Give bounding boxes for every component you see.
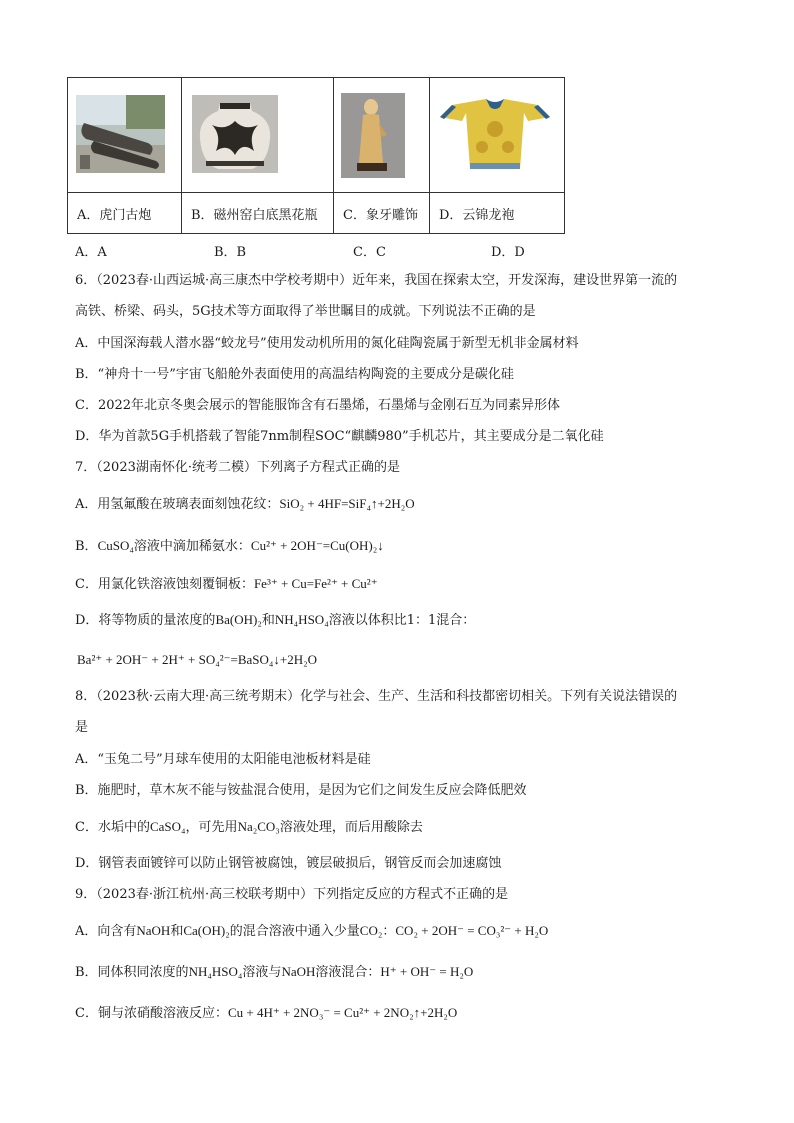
q8-c-text2: ，可先用 — [185, 820, 238, 835]
q9-b-equation: H⁺ + OH⁻ = H₂O — [380, 964, 474, 979]
q9-b-reagent2: NaOH — [281, 964, 316, 979]
caption-c: C．象牙雕饰 — [334, 193, 430, 234]
q9-option-c — [75, 1004, 457, 1023]
q8-c-reagent1: CaSO₄ — [149, 819, 186, 834]
robe-cell — [430, 78, 565, 193]
q7-a-equation: SiO₂ + 4HF=SiF₄↑+2H₂O — [279, 496, 415, 511]
q9-b-text2: 溶液与 — [242, 965, 282, 980]
q8-stem-line1: 8．（2023秋·云南大理·高三统考期末）化学与社会、生产、生活和科技都密切相关。下列有关说法错误的 — [75, 689, 678, 704]
q7-option-a — [75, 495, 415, 514]
q8-stem-line2: 是 — [75, 720, 89, 735]
caption-a: A．虎门古炮 — [68, 193, 182, 234]
q7-d-equation: Ba²⁺ + 2OH⁻ + 2H⁺ + SO₄²⁻=BaSO₄↓+2H₂O — [77, 652, 318, 667]
cannon-photo — [76, 95, 165, 173]
q5-option-b: B．B — [214, 245, 247, 260]
q7-b-reagent: CuSO₄ — [97, 538, 134, 553]
caption-d: D．云锦龙袍 — [430, 193, 565, 234]
q7-b-text: 溶液中滴加稀氨水： — [133, 539, 251, 554]
q9-b-reagent1: NH₄HSO₄ — [188, 964, 243, 979]
q7-b-equation: Cu²⁺ + 2OH⁻=Cu(OH)₂↓ — [250, 538, 384, 553]
q9-b-text3: 溶液混合： — [315, 965, 381, 980]
caption-b: B．磁州窑白底黑花瓶 — [182, 193, 334, 234]
q9-c-equation: Cu + 4H⁺ + 2NO₃⁻ = Cu²⁺ + 2NO₂↑+2H₂O — [227, 1005, 458, 1020]
q8-option-d: D．钢管表面镀锌可以防止钢管被腐蚀，镀层破损后，钢管反而会加速腐蚀 — [75, 856, 502, 871]
porcelain-jar-photo — [192, 95, 278, 173]
ivory-cell — [334, 78, 430, 193]
q7-c-text: C．用氯化铁溶液蚀刻覆铜板： — [75, 577, 254, 592]
q5-option-d: D．D — [491, 245, 525, 260]
q5-option-a: A．A — [75, 245, 107, 260]
dragon-robe-photo — [438, 95, 553, 173]
q9-a-reagent1: NaOH — [136, 923, 171, 938]
q9-b-text1: B．同体积同浓度的 — [75, 965, 189, 980]
q7-d-text2: 和 — [261, 613, 275, 628]
q7-stem: 7．（2023湖南怀化·统考二模）下列离子方程式正确的是 — [75, 460, 400, 475]
q7-d-text1: D．将等物质的量浓度的 — [75, 613, 216, 628]
q9-a-text2: 和 — [170, 924, 184, 939]
q6-option-c: C．2022年北京冬奥会展示的智能服饰含有石墨烯，石墨烯与金刚石互为同素异形体 — [75, 398, 561, 413]
q5-option-c: C．C — [353, 245, 386, 260]
q8-option-b: B．施肥时，草木灰不能与铵盐混合使用，是因为它们之间发生反应会降低肥效 — [75, 783, 527, 798]
q8-c-text1: C．水垢中的 — [75, 820, 150, 835]
porcelain-cell — [182, 78, 334, 193]
q6-option-b: B．“神舟十一号”宇宙飞船舱外表面使用的高温结构陶瓷的主要成分是碳化硅 — [75, 367, 514, 382]
q8-c-text3: 溶液处理，而后用酸除去 — [279, 820, 423, 835]
q6-option-a: A．中国深海载人潜水器“蛟龙号”使用发动机所用的氮化硅陶瓷属于新型无机非金属材料 — [75, 336, 579, 351]
q7-option-d — [75, 611, 475, 630]
q9-c-text1: C．铜与浓硝酸溶液反应： — [75, 1006, 228, 1021]
q6-stem-line1: 6．（2023春·山西运城·高三康杰中学校考期中）近年来，我国在探索太空，开发深海，建设世界第一流的 — [75, 273, 678, 288]
q7-a-text: A．用氢氟酸在玻璃表面刻蚀花纹： — [75, 497, 280, 512]
q8-option-a: A．“玉兔二号”月球车使用的太阳能电池板材料是硅 — [75, 752, 371, 767]
q8-c-reagent2: Na₂CO₃ — [237, 819, 280, 834]
q9-a-equation: CO₂ + 2OH⁻ = CO₃²⁻ + H₂O — [395, 923, 549, 938]
q7-d-text3: 溶液以体积比1：1混合： — [328, 613, 476, 628]
q9-a-text1: A．向含有 — [75, 924, 137, 939]
q8-option-c — [75, 818, 423, 837]
q7-b-label: B． — [75, 539, 98, 554]
q7-d-reagent1: Ba(OH)₂ — [215, 612, 262, 627]
q9-a-text3: 的混合溶液中通入少量 — [229, 924, 360, 939]
q9-stem: 9．（2023春·浙江杭州·高三校联考期中）下列指定反应的方程式不正确的是 — [75, 887, 509, 902]
q9-option-a — [75, 922, 548, 941]
q9-a-text4: ： — [382, 924, 396, 939]
q9-a-reagent2: Ca(OH)₂ — [183, 923, 230, 938]
q6-stem-line2: 高铁、桥梁、码头，5G技术等方面取得了举世瞩目的成就。下列说法不正确的是 — [75, 304, 536, 319]
q6-option-d: D．华为首款5G手机搭载了智能7nm制程SOC“麒麟980”手机芯片，其主要成分是二氧化硅 — [75, 429, 604, 444]
q7-option-b — [75, 537, 384, 556]
q7-c-equation: Fe³⁺ + Cu=Fe²⁺ + Cu²⁺ — [253, 576, 378, 591]
q7-d-reagent2: NH₄HSO₄ — [274, 612, 329, 627]
q9-a-reagent3: CO₂ — [359, 923, 383, 938]
ivory-carving-photo — [341, 93, 405, 178]
q7-option-c — [75, 575, 378, 594]
cannon-cell — [68, 78, 182, 193]
artifact-table — [67, 77, 565, 234]
q9-option-b — [75, 963, 473, 982]
